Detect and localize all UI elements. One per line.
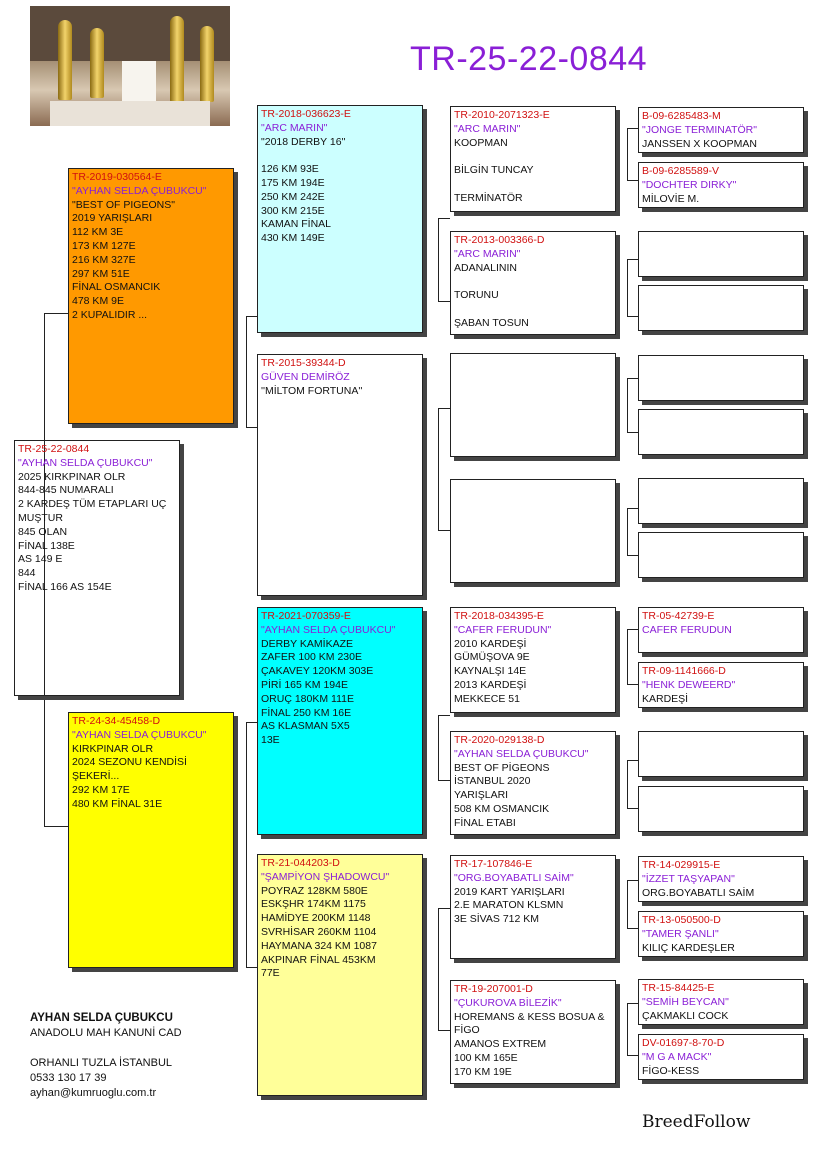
- owner-phone: 0533 130 17 39: [30, 1072, 107, 1084]
- sire-note: 2 KUPALIDIR ...: [72, 308, 148, 321]
- ancestor-note: MEKKECE 51: [454, 692, 520, 705]
- grandparent-note: DERBY KAMİKAZE: [261, 637, 353, 650]
- grandparent-card: [257, 354, 423, 596]
- grandparent-note: [261, 149, 419, 163]
- grandparent-id: TR-2015-39344-D: [261, 357, 346, 369]
- ancestor-note-spacer: [454, 303, 612, 317]
- connector-line: [246, 722, 247, 968]
- ancestor-note: 2.E MARATON KLSMN: [454, 899, 564, 912]
- grandparent-note: ''MİLTOM FORTUNA'': [261, 384, 363, 397]
- ancestor-id: TR-19-207001-D: [454, 983, 533, 995]
- ancestor-note: HOREMANS & KESS BOSUA &: [454, 1010, 605, 1023]
- ancestor-note: ORG.BOYABATLI SAİM: [642, 886, 755, 899]
- g4-card: [638, 911, 804, 957]
- ancestor-note: FİGO-KESS: [642, 1064, 700, 1077]
- sire-note: 297 KM 51E: [72, 267, 130, 280]
- grandparent-note: 300 KM 215E: [261, 204, 325, 217]
- connector-line: [627, 259, 628, 317]
- dam-note: ŞEKERİ...: [72, 770, 120, 783]
- bird-note: 844-845 NUMARALI: [18, 484, 114, 497]
- ancestor-note: KAYNALŞI 14E: [454, 665, 527, 678]
- great-grandparent-card-empty: [450, 479, 616, 583]
- grandparent-note: KAMAN FİNAL: [261, 218, 332, 231]
- connector-line: [627, 1055, 638, 1056]
- grandparent-note: AKPINAR FİNAL 453KM: [261, 953, 376, 966]
- grandparent-note: ZAFER 100 KM 230E: [261, 651, 362, 664]
- ancestor-note: AMANOS EXTREM: [454, 1038, 547, 1051]
- grandparent-name: "ARC MARIN": [261, 121, 328, 134]
- connector-line: [627, 760, 628, 809]
- dam-note: 480 KM FİNAL 31E: [72, 797, 163, 810]
- ancestor-note: 508 KM OSMANCIK: [454, 802, 550, 815]
- connector-line: [627, 128, 628, 181]
- connector-line: [438, 408, 450, 409]
- ancestor-id: TR-2013-003366-D: [454, 234, 545, 246]
- connector-line: [627, 1003, 628, 1056]
- great-grandparent-card-empty: [450, 353, 616, 457]
- connector-line: [438, 715, 450, 716]
- great-grandparent-card: [450, 731, 616, 835]
- dam-note: 292 KM 17E: [72, 783, 130, 796]
- grandparent-name: GÜVEN DEMİRÖZ: [261, 370, 350, 383]
- connector-line: [246, 722, 257, 723]
- ancestor-id: B-09-6285483-M: [642, 110, 721, 122]
- ancestor-note-spacer: [454, 150, 612, 164]
- connector-line: [627, 928, 638, 929]
- g4-card-empty: [638, 786, 804, 832]
- g4-card-empty: [638, 285, 804, 331]
- great-grandparent-card: [450, 106, 616, 212]
- grandparent-note: POYRAZ 128KM 580E: [261, 884, 368, 897]
- ancestor-note: ADANALININ: [454, 261, 518, 274]
- g4-card: [638, 107, 804, 153]
- ancestor-id: TR-05-42739-E: [642, 610, 715, 622]
- connector-line: [438, 780, 450, 781]
- connector-line: [627, 259, 638, 260]
- ancestor-id: TR-13-050500-D: [642, 914, 721, 926]
- grandparent-note: ÇAKAVEY 120KM 303E: [261, 665, 374, 678]
- connector-line: [438, 715, 439, 781]
- ancestor-note-spacer: [454, 178, 612, 192]
- ancestor-id: TR-17-107846-E: [454, 858, 533, 870]
- grandparent-note: AS KLASMAN 5X5: [261, 720, 350, 733]
- g4-card-empty: [638, 409, 804, 455]
- ancestor-note: GÜMÜŞOVA 9E: [454, 651, 530, 664]
- grandparent-note: "2018 DERBY 16": [261, 135, 346, 148]
- sire-note: 478 KM 9E: [72, 295, 124, 308]
- connector-line: [438, 908, 439, 1031]
- ancestor-note: 2019 KART YARIŞLARI: [454, 885, 565, 898]
- trophy-photo: [30, 6, 230, 126]
- connector-line: [627, 880, 628, 929]
- sire-note: FİNAL OSMANCIK: [72, 281, 161, 294]
- ancestor-name: "DOCHTER DIRKY": [642, 178, 737, 191]
- owner-address-1: ANADOLU MAH KANUNİ CAD: [30, 1027, 182, 1039]
- sire-name: "AYHAN SELDA ÇUBUKCU": [72, 184, 207, 197]
- connector-line: [627, 629, 638, 630]
- grandparent-note: HAMİDYE 200KM 1148: [261, 912, 371, 925]
- ancestor-name: CAFER FERUDUN: [642, 623, 732, 636]
- g4-card-empty: [638, 478, 804, 524]
- grandparent-note: 175 KM 194E: [261, 176, 325, 189]
- connector-line: [438, 301, 450, 302]
- grandparent-note: 13E: [261, 734, 280, 747]
- ancestor-note-spacer: [454, 275, 612, 289]
- ancestor-note: ÇAKMAKLI COCK: [642, 1009, 729, 1022]
- connector-line: [438, 408, 439, 531]
- grandparent-id: TR-2018-036623-E: [261, 108, 351, 120]
- sire-note: "BEST OF PIGEONS": [72, 198, 175, 211]
- grandparent-note: 250 KM 242E: [261, 190, 325, 203]
- bird-note: FİNAL 138E: [18, 539, 75, 552]
- g4-card: [638, 607, 804, 653]
- ancestor-note: MİLOVİE M.: [642, 192, 700, 205]
- ancestor-name: "HENK DEWEERD": [642, 678, 736, 691]
- connector-line: [246, 427, 257, 428]
- ancestor-name: "TAMER ŞANLI": [642, 927, 719, 940]
- bird-note: 2025 KIRKPINAR OLR: [18, 470, 126, 483]
- owner-address-2: ORHANLI TUZLA İSTANBUL: [30, 1057, 173, 1069]
- connector-line: [246, 967, 257, 968]
- ancestor-name: "ARC MARIN": [454, 247, 521, 260]
- ancestor-name: "M G A MACK": [642, 1050, 712, 1063]
- ancestor-note: 2013 KARDEŞİ: [454, 678, 527, 691]
- connector-line: [627, 555, 638, 556]
- owner-name: AYHAN SELDA ÇUBUKCU: [30, 1012, 173, 1024]
- grandparent-card: [257, 105, 423, 333]
- ancestor-note: BEST OF PİGEONS: [454, 761, 550, 774]
- g4-card: [638, 856, 804, 902]
- g4-card: [638, 1034, 804, 1080]
- ancestor-id: TR-2018-034395-E: [454, 610, 544, 622]
- grandparent-card: [257, 607, 423, 835]
- ancestor-name: "ÇUKUROVA BİLEZİK": [454, 996, 562, 1009]
- grandparent-note: FİNAL 250 KM 16E: [261, 706, 352, 719]
- connector-line: [438, 1030, 450, 1031]
- connector-line: [627, 760, 638, 761]
- ancestor-note: TERMİNATÖR: [454, 191, 523, 204]
- ancestor-name: "ARC MARIN": [454, 122, 521, 135]
- ancestor-id: TR-2020-029138-D: [454, 734, 545, 746]
- bird-note: FİNAL 166 AS 154E: [18, 580, 112, 593]
- ancestor-note: İSTANBUL 2020: [454, 775, 531, 788]
- great-grandparent-card: [450, 607, 616, 713]
- dam-note: KIRKPINAR OLR: [72, 742, 154, 755]
- g4-card-empty: [638, 731, 804, 777]
- ancestor-name: "AYHAN SELDA ÇUBUKCU": [454, 747, 589, 760]
- connector-line: [627, 880, 638, 881]
- ancestor-note: TORUNU: [454, 289, 499, 302]
- connector-line: [627, 684, 638, 685]
- sire-note: 2019 YARIŞLARI: [72, 212, 153, 225]
- ancestor-name: "CAFER FERUDUN": [454, 623, 552, 636]
- grandparent-note: 126 KM 93E: [261, 163, 319, 176]
- ancestor-note: FİNAL ETABI: [454, 816, 516, 829]
- bird-note: AS 149 E: [18, 553, 63, 566]
- great-grandparent-card: [450, 855, 616, 959]
- connector-line: [627, 378, 628, 433]
- grandparent-note: 430 KM 149E: [261, 232, 325, 245]
- owner-email: ayhan@kumruoglu.com.tr: [30, 1087, 157, 1099]
- dam-id: TR-24-34-45458-D: [72, 715, 161, 727]
- ancestor-id: TR-15-84425-E: [642, 982, 715, 994]
- grandparent-id: TR-2021-070359-E: [261, 610, 351, 622]
- connector-line: [627, 128, 638, 129]
- connector-line: [627, 629, 628, 685]
- connector-line: [44, 826, 68, 827]
- grandparent-note: ORUÇ 180KM 111E: [261, 692, 354, 705]
- bird-name: "AYHAN SELDA ÇUBUKCU": [18, 456, 153, 469]
- ancestor-id: TR-09-1141666-D: [642, 665, 726, 677]
- ancestor-note: JANSSEN X KOOPMAN: [642, 137, 757, 150]
- dam-card: [68, 712, 234, 968]
- connector-line: [438, 530, 450, 531]
- connector-line: [246, 316, 247, 428]
- g4-card: [638, 162, 804, 208]
- ancestor-id: B-09-6285589-V: [642, 165, 720, 177]
- g4-card: [638, 979, 804, 1025]
- grandparent-card: [257, 854, 423, 1096]
- ancestor-id: DV-01697-8-70-D: [642, 1037, 725, 1049]
- connector-line: [627, 808, 638, 809]
- ancestor-note: 100 KM 165E: [454, 1051, 518, 1064]
- ancestor-note: KILIÇ KARDEŞLER: [642, 941, 735, 954]
- grandparent-note: PİRİ 165 KM 194E: [261, 678, 348, 691]
- grandparent-note: HAYMANA 324 KM 1087: [261, 939, 377, 952]
- connector-line: [438, 218, 439, 302]
- grandparent-note: SVRHİSAR 260KM 1104: [261, 925, 377, 938]
- connector-line: [438, 218, 450, 219]
- sire-card: [68, 168, 234, 424]
- ancestor-id: TR-14-029915-E: [642, 859, 721, 871]
- grandparent-note: 77E: [261, 967, 280, 980]
- connector-line: [627, 180, 638, 181]
- g4-card-empty: [638, 532, 804, 578]
- ancestor-note: 3E SİVAS 712 KM: [454, 913, 540, 926]
- bird-note: 845 OLAN: [18, 525, 68, 538]
- connector-line: [627, 1003, 638, 1004]
- bird-note: MUŞTUR: [18, 511, 63, 524]
- ancestor-note: ŞABAN TOSUN: [454, 316, 529, 329]
- ancestor-note: YARIŞLARI: [454, 789, 509, 802]
- ancestor-note: 170 KM 19E: [454, 1065, 512, 1078]
- connector-line: [627, 432, 638, 433]
- connector-line: [627, 378, 638, 379]
- connector-line: [246, 316, 257, 317]
- ancestor-note: 2010 KARDEŞİ: [454, 637, 527, 650]
- page-title: TR-25-22-0844: [410, 40, 648, 78]
- connector-line: [44, 313, 68, 314]
- connector-line: [627, 316, 638, 317]
- ancestor-note: KOOPMAN: [454, 136, 508, 149]
- g4-card-empty: [638, 355, 804, 401]
- sire-note: 173 KM 127E: [72, 239, 136, 252]
- great-grandparent-card: [450, 980, 616, 1084]
- great-grandparent-card: [450, 231, 616, 335]
- brand-logo: BreedFollow: [642, 1112, 751, 1132]
- sire-id: TR-2019-030564-E: [72, 171, 162, 183]
- bird-id: TR-25-22-0844: [18, 443, 90, 455]
- ancestor-note: FİGO: [454, 1024, 480, 1037]
- ancestor-name: "SEMİH BEYCAN": [642, 995, 729, 1008]
- ancestor-note: KARDEŞİ: [642, 692, 689, 705]
- sire-note: 112 KM 3E: [72, 226, 124, 239]
- g4-card-empty: [638, 231, 804, 277]
- bird-card: [14, 440, 180, 696]
- bird-note: 844: [18, 567, 36, 580]
- grandparent-id: TR-21-044203-D: [261, 857, 340, 869]
- g4-card: [638, 662, 804, 708]
- ancestor-name: "JONGE TERMINATÖR": [642, 123, 757, 136]
- bird-note: 2 KARDEŞ TÜM ETAPLARI UÇ: [18, 498, 167, 511]
- sire-note: 216 KM 327E: [72, 253, 136, 266]
- grandparent-name: "ŞAMPİYON ŞHADOWCU": [261, 870, 390, 883]
- grandparent-note: ESKŞHR 174KM 1175: [261, 898, 366, 911]
- connector-line: [627, 508, 628, 556]
- dam-note: 2024 SEZONU KENDİSİ: [72, 756, 187, 769]
- ancestor-name: "İZZET TAŞYAPAN": [642, 872, 735, 885]
- ancestor-id: TR-2010-2071323-E: [454, 109, 550, 121]
- connector-line: [627, 508, 638, 509]
- dam-name: "AYHAN SELDA ÇUBUKCU": [72, 728, 207, 741]
- connector-line: [438, 908, 450, 909]
- grandparent-name: "AYHAN SELDA ÇUBUKCU": [261, 623, 396, 636]
- ancestor-note: BİLGİN TUNCAY: [454, 164, 534, 177]
- ancestor-name: "ORG.BOYABATLI SAİM": [454, 871, 574, 884]
